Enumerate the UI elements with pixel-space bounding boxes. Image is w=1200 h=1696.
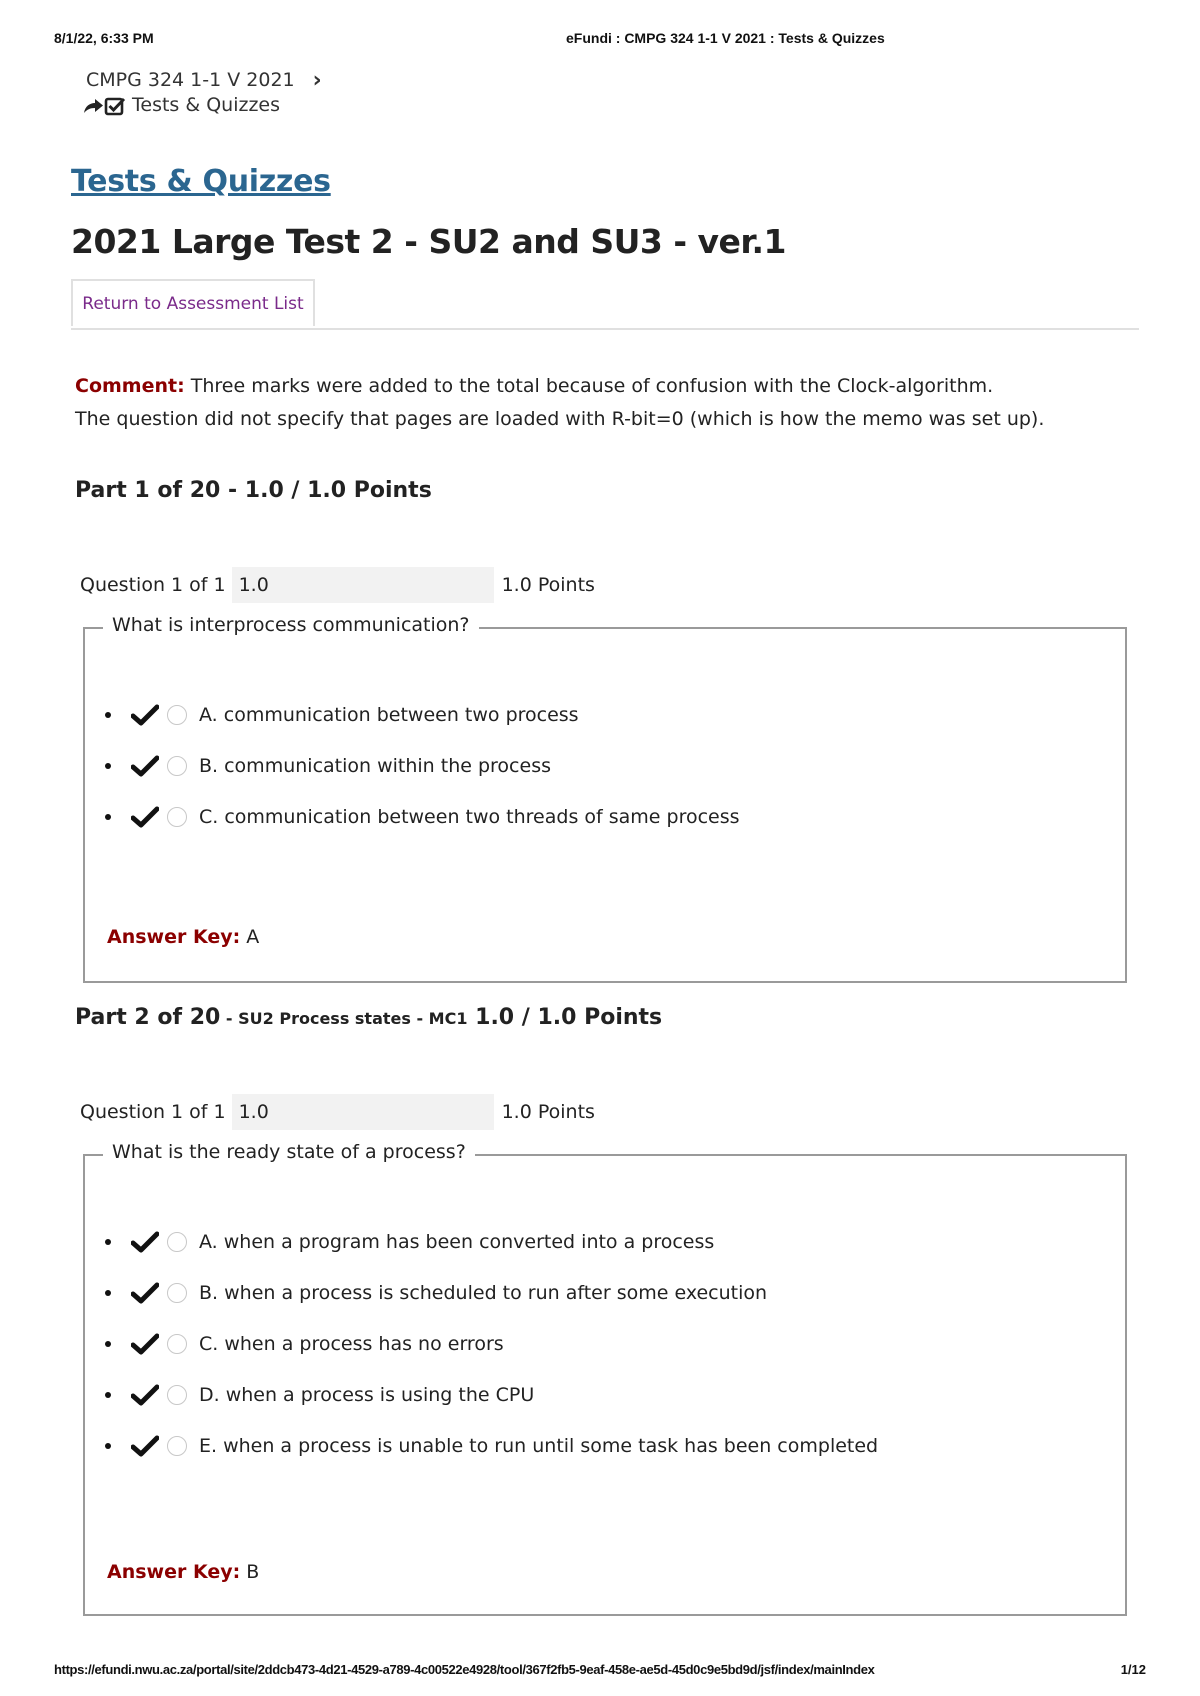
breadcrumb [86, 68, 322, 118]
part-1-question-box [83, 614, 1127, 983]
print-date: 8/1/22, 6:33 PM [54, 30, 154, 46]
breadcrumb-tool-icons [82, 96, 128, 116]
answer-radio[interactable] [167, 705, 187, 725]
question-text: What is interprocess communication? [103, 614, 479, 636]
answer-radio[interactable] [167, 1385, 187, 1405]
print-page-number: 1/12 [1120, 1662, 1146, 1677]
checkmark-icon [131, 1282, 159, 1304]
bullet-icon [105, 1341, 111, 1347]
bullet-icon [105, 1443, 111, 1449]
answer-text: B. communication within the process [199, 754, 551, 777]
answer-text: D. when a process is using the CPU [199, 1383, 535, 1406]
print-title: eFundi : CMPG 324 1-1 V 2021 : Tests & Quizzes [566, 30, 885, 46]
checkmark-icon [131, 1384, 159, 1406]
instructor-comment [75, 370, 1155, 436]
part-2-title-sub: - SU2 Process states - MC1 [220, 1009, 468, 1028]
answer-radio[interactable] [167, 807, 187, 827]
checkmark-icon [131, 755, 159, 777]
chevron-right-icon: › [312, 68, 322, 93]
share-arrow-icon [82, 97, 104, 115]
answer-text: C. when a process has no errors [199, 1332, 504, 1355]
answer-key-label: Answer Key: [107, 1561, 241, 1583]
print-header [54, 30, 1146, 50]
score-input[interactable] [232, 1094, 494, 1130]
answer-key-value: A [240, 926, 260, 948]
bullet-icon [105, 814, 111, 820]
question-text: What is the ready state of a process? [103, 1141, 475, 1163]
part-2-question-box [83, 1141, 1127, 1616]
answer-text: A. when a program has been converted into a process [199, 1230, 715, 1253]
part-2-title-suffix: 1.0 / 1.0 Points [467, 1005, 663, 1030]
answer-radio[interactable] [167, 1283, 187, 1303]
answer-text: C. communication between two threads of same process [199, 805, 740, 828]
nav-bar [71, 279, 1139, 330]
answer-option [105, 740, 740, 791]
answer-text: B. when a process is scheduled to run after some execution [199, 1281, 768, 1304]
answer-option [105, 1420, 878, 1471]
bullet-icon [105, 763, 111, 769]
answer-text: A. communication between two process [199, 703, 579, 726]
answer-radio[interactable] [167, 756, 187, 776]
answer-radio[interactable] [167, 1436, 187, 1456]
comment-label: Comment: [75, 375, 185, 397]
checkmark-icon [131, 1435, 159, 1457]
comment-line-1: Three marks were added to the total because of confusion with the Clock-algorithm. [184, 375, 994, 397]
answer-option [105, 791, 740, 842]
print-footer [54, 1662, 1146, 1682]
answer-key-value: B [240, 1561, 260, 1583]
part-1-question-row [80, 567, 595, 603]
comment-line-2: The question did not specify that pages are loaded with R-bit=0 (which is how the memo was set up). [75, 408, 1045, 430]
answer-radio[interactable] [167, 1334, 187, 1354]
bullet-icon [105, 1392, 111, 1398]
part-2-question-row [80, 1094, 595, 1130]
bullet-icon [105, 712, 111, 718]
breadcrumb-tool-link[interactable]: Tests & Quizzes [132, 94, 281, 116]
question-label: Question 1 of 1 [80, 1101, 226, 1123]
bullet-icon [105, 1290, 111, 1296]
checkmark-icon [131, 1231, 159, 1253]
return-to-assessment-list-button[interactable]: Return to Assessment List [71, 279, 315, 326]
answer-key-label: Answer Key: [107, 926, 241, 948]
part-1-title: Part 1 of 20 - 1.0 / 1.0 Points [75, 478, 432, 503]
answer-option [105, 689, 740, 740]
points-label: 1.0 Points [501, 574, 595, 596]
answer-key [107, 926, 259, 948]
bullet-icon [105, 1239, 111, 1245]
breadcrumb-site-link[interactable]: CMPG 324 1-1 V 2021 [86, 69, 295, 91]
question-label: Question 1 of 1 [80, 574, 226, 596]
checkmark-icon [131, 1333, 159, 1355]
answer-option [105, 1318, 878, 1369]
answer-option [105, 1369, 878, 1420]
part-2-title [75, 1005, 662, 1030]
answer-text: E. when a process is unable to run until some task has been completed [199, 1434, 879, 1457]
answer-list [105, 689, 740, 842]
tool-title-link[interactable]: Tests & Quizzes [71, 164, 331, 199]
answer-option [105, 1216, 878, 1267]
score-input[interactable] [232, 567, 494, 603]
checkbox-checked-icon [104, 96, 128, 116]
answer-list [105, 1216, 878, 1471]
checkmark-icon [131, 704, 159, 726]
points-label: 1.0 Points [501, 1101, 595, 1123]
answer-key [107, 1561, 259, 1583]
part-2-title-prefix: Part 2 of 20 [75, 1005, 221, 1030]
answer-radio[interactable] [167, 1232, 187, 1252]
print-url: https://efundi.nwu.ac.za/portal/site/2ddcb473-4d21-4529-a789-4c00522e4928/tool/367f2fb5-9eaf-458e-ae5d-45d0c9e5bd9d/jsf/index/mainIndex [54, 1662, 875, 1677]
answer-option [105, 1267, 878, 1318]
page-title: 2021 Large Test 2 - SU2 and SU3 - ver.1 [71, 222, 786, 261]
checkmark-icon [131, 806, 159, 828]
